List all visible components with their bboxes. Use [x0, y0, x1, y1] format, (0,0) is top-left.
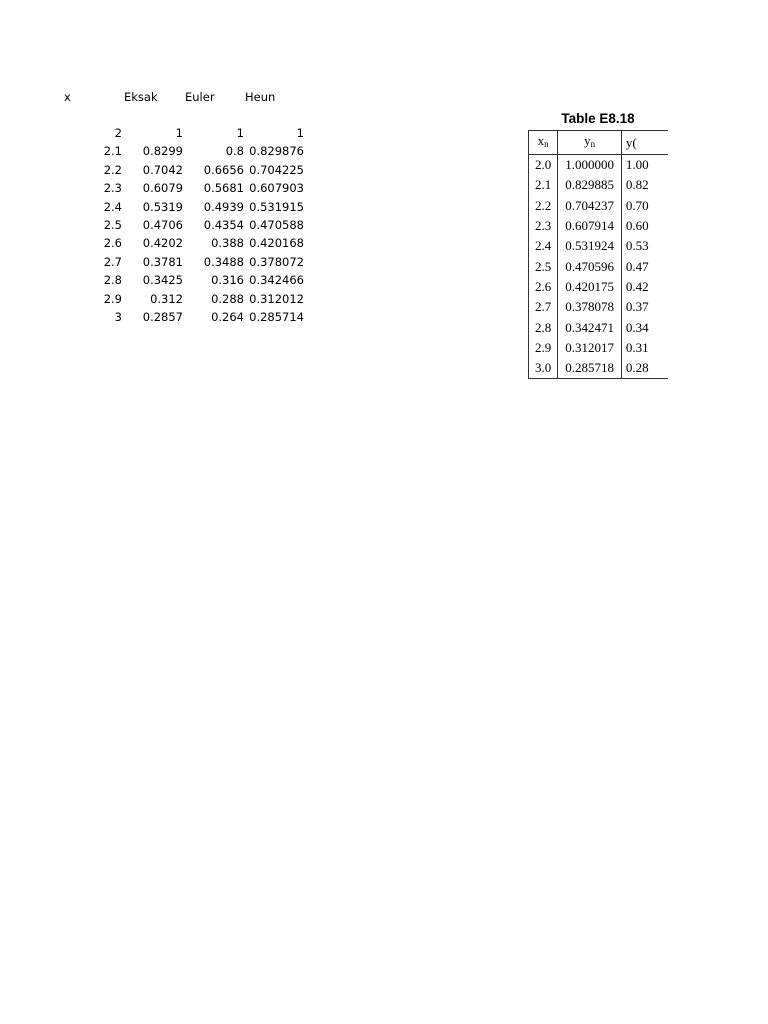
- cell-euler[interactable]: 1: [236, 126, 244, 140]
- table-row: [529, 236, 669, 256]
- cell-exact: 0.31: [621, 338, 668, 358]
- table-row: [0, 271, 420, 289]
- cell-exact: 0.70: [621, 196, 668, 216]
- table-row: [529, 297, 669, 317]
- cell-x[interactable]: 2.2: [103, 162, 122, 177]
- cell-y: 1.000000: [558, 155, 622, 176]
- cell-euler[interactable]: 0.316: [211, 273, 244, 288]
- cell-y: 0.829885: [558, 175, 622, 195]
- reference-table: [528, 130, 668, 379]
- cell-exact: 0.47: [621, 256, 668, 276]
- header-exact: y(: [621, 131, 668, 155]
- cell-heun[interactable]: 0.420168: [249, 236, 304, 251]
- cell-y: 0.420175: [558, 277, 622, 297]
- cell-heun[interactable]: 0.829876: [249, 144, 304, 159]
- cell-exact: 0.82: [621, 175, 668, 195]
- cell-y: 0.285718: [558, 358, 622, 379]
- cell-heun[interactable]: 0.470588: [249, 218, 304, 232]
- cell-x[interactable]: 2.9: [103, 291, 122, 306]
- cell-eksak[interactable]: 0.3781: [142, 254, 183, 269]
- cell-exact: 0.28: [621, 358, 668, 379]
- table-row: [529, 256, 669, 276]
- cell-eksak[interactable]: 0.2857: [142, 310, 183, 324]
- table-row: [529, 196, 669, 216]
- cell-eksak[interactable]: 0.3425: [142, 273, 183, 288]
- cell-heun[interactable]: 1: [296, 126, 304, 140]
- table-row: [529, 175, 669, 195]
- spreadsheet: [0, 0, 420, 340]
- cell-euler[interactable]: 0.3488: [203, 254, 244, 269]
- cell-euler[interactable]: 0.8: [225, 144, 244, 159]
- table-header-row: [529, 131, 669, 155]
- cell-exact: 0.37: [621, 297, 668, 317]
- cell-eksak[interactable]: 0.4706: [142, 218, 183, 232]
- cell-x: 2.2: [529, 196, 558, 216]
- cell-eksak[interactable]: 0.4202: [142, 236, 183, 251]
- table-caption: Table E8.18: [561, 111, 635, 126]
- cell-heun[interactable]: 0.312012: [249, 291, 304, 306]
- cell-heun[interactable]: 0.531915: [249, 199, 304, 214]
- table-row: [0, 290, 420, 308]
- cell-x: 2.7: [529, 297, 558, 317]
- header-x[interactable]: x: [64, 90, 71, 104]
- cell-x: 2.4: [529, 236, 558, 256]
- cell-euler[interactable]: 0.264: [211, 310, 244, 324]
- cell-x: 2.9: [529, 338, 558, 358]
- cell-x: 2.6: [529, 277, 558, 297]
- cell-y: 0.704237: [558, 196, 622, 216]
- cell-euler[interactable]: 0.4354: [203, 218, 244, 232]
- cell-heun[interactable]: 0.285714: [249, 310, 304, 324]
- cell-y: 0.470596: [558, 256, 622, 276]
- cell-x[interactable]: 2.5: [103, 218, 122, 232]
- cell-x: 2.0: [529, 155, 558, 176]
- table-row: [0, 179, 420, 197]
- cell-eksak[interactable]: 0.7042: [142, 162, 183, 177]
- header-xn: $x_n$: [529, 131, 558, 155]
- pasted-table-image[interactable]: [528, 108, 668, 384]
- cell-x: 3.0: [529, 358, 558, 379]
- table-row: [529, 358, 669, 379]
- cell-x: 2.3: [529, 216, 558, 236]
- header-heun[interactable]: Heun: [245, 90, 276, 104]
- table-row: [0, 161, 420, 179]
- cell-x[interactable]: 2.4: [103, 199, 122, 214]
- cell-x[interactable]: 2.6: [103, 236, 122, 251]
- table-row: [0, 142, 420, 160]
- cell-x[interactable]: 2: [114, 126, 122, 140]
- table-row: [529, 338, 669, 358]
- cell-exact: 0.53: [621, 236, 668, 256]
- table-row: [529, 317, 669, 337]
- cell-heun[interactable]: 0.342466: [249, 273, 304, 288]
- table-row: [529, 216, 669, 236]
- cell-x[interactable]: 2.7: [103, 254, 122, 269]
- cell-euler[interactable]: 0.288: [211, 291, 244, 306]
- header-eksak[interactable]: Eksak: [124, 90, 158, 104]
- cell-heun[interactable]: 0.704225: [249, 162, 304, 177]
- table-row: [0, 124, 420, 142]
- cell-eksak[interactable]: 0.5319: [142, 199, 183, 214]
- cell-euler[interactable]: 0.5681: [203, 181, 244, 196]
- cell-exact: 1.00: [621, 155, 668, 176]
- cell-eksak[interactable]: 0.312: [150, 291, 183, 306]
- cell-heun[interactable]: 0.378072: [249, 254, 304, 269]
- cell-x: 2.1: [529, 175, 558, 195]
- cell-x[interactable]: 2.3: [103, 181, 122, 196]
- cell-y: 0.378078: [558, 297, 622, 317]
- cell-eksak[interactable]: 0.6079: [142, 181, 183, 196]
- table-row: [0, 198, 420, 216]
- header-yn: $y_n$: [558, 131, 622, 155]
- cell-eksak[interactable]: 1: [175, 126, 183, 140]
- table-row: [0, 234, 420, 252]
- cell-euler[interactable]: 0.388: [211, 236, 244, 251]
- cell-exact: 0.60: [621, 216, 668, 236]
- table-row: [0, 253, 420, 271]
- cell-y: 0.531924: [558, 236, 622, 256]
- cell-x: 2.8: [529, 317, 558, 337]
- cell-y: 0.607914: [558, 216, 622, 236]
- cell-exact: 0.42: [621, 277, 668, 297]
- cell-x[interactable]: 3: [114, 310, 122, 324]
- cell-euler[interactable]: 0.4939: [203, 199, 244, 214]
- table-row: [529, 155, 669, 176]
- cell-x[interactable]: 2.1: [103, 144, 122, 159]
- table-row: [0, 216, 420, 234]
- cell-x: 2.5: [529, 256, 558, 276]
- cell-eksak[interactable]: 0.8299: [142, 144, 183, 159]
- cell-heun[interactable]: 0.607903: [249, 181, 304, 196]
- cell-y: 0.312017: [558, 338, 622, 358]
- cell-exact: 0.34: [621, 317, 668, 337]
- cell-y: 0.342471: [558, 317, 622, 337]
- table-row: [529, 277, 669, 297]
- table-row: [0, 308, 420, 326]
- cell-x[interactable]: 2.8: [103, 273, 122, 288]
- cell-euler[interactable]: 0.6656: [203, 162, 244, 177]
- header-euler[interactable]: Euler: [185, 90, 215, 104]
